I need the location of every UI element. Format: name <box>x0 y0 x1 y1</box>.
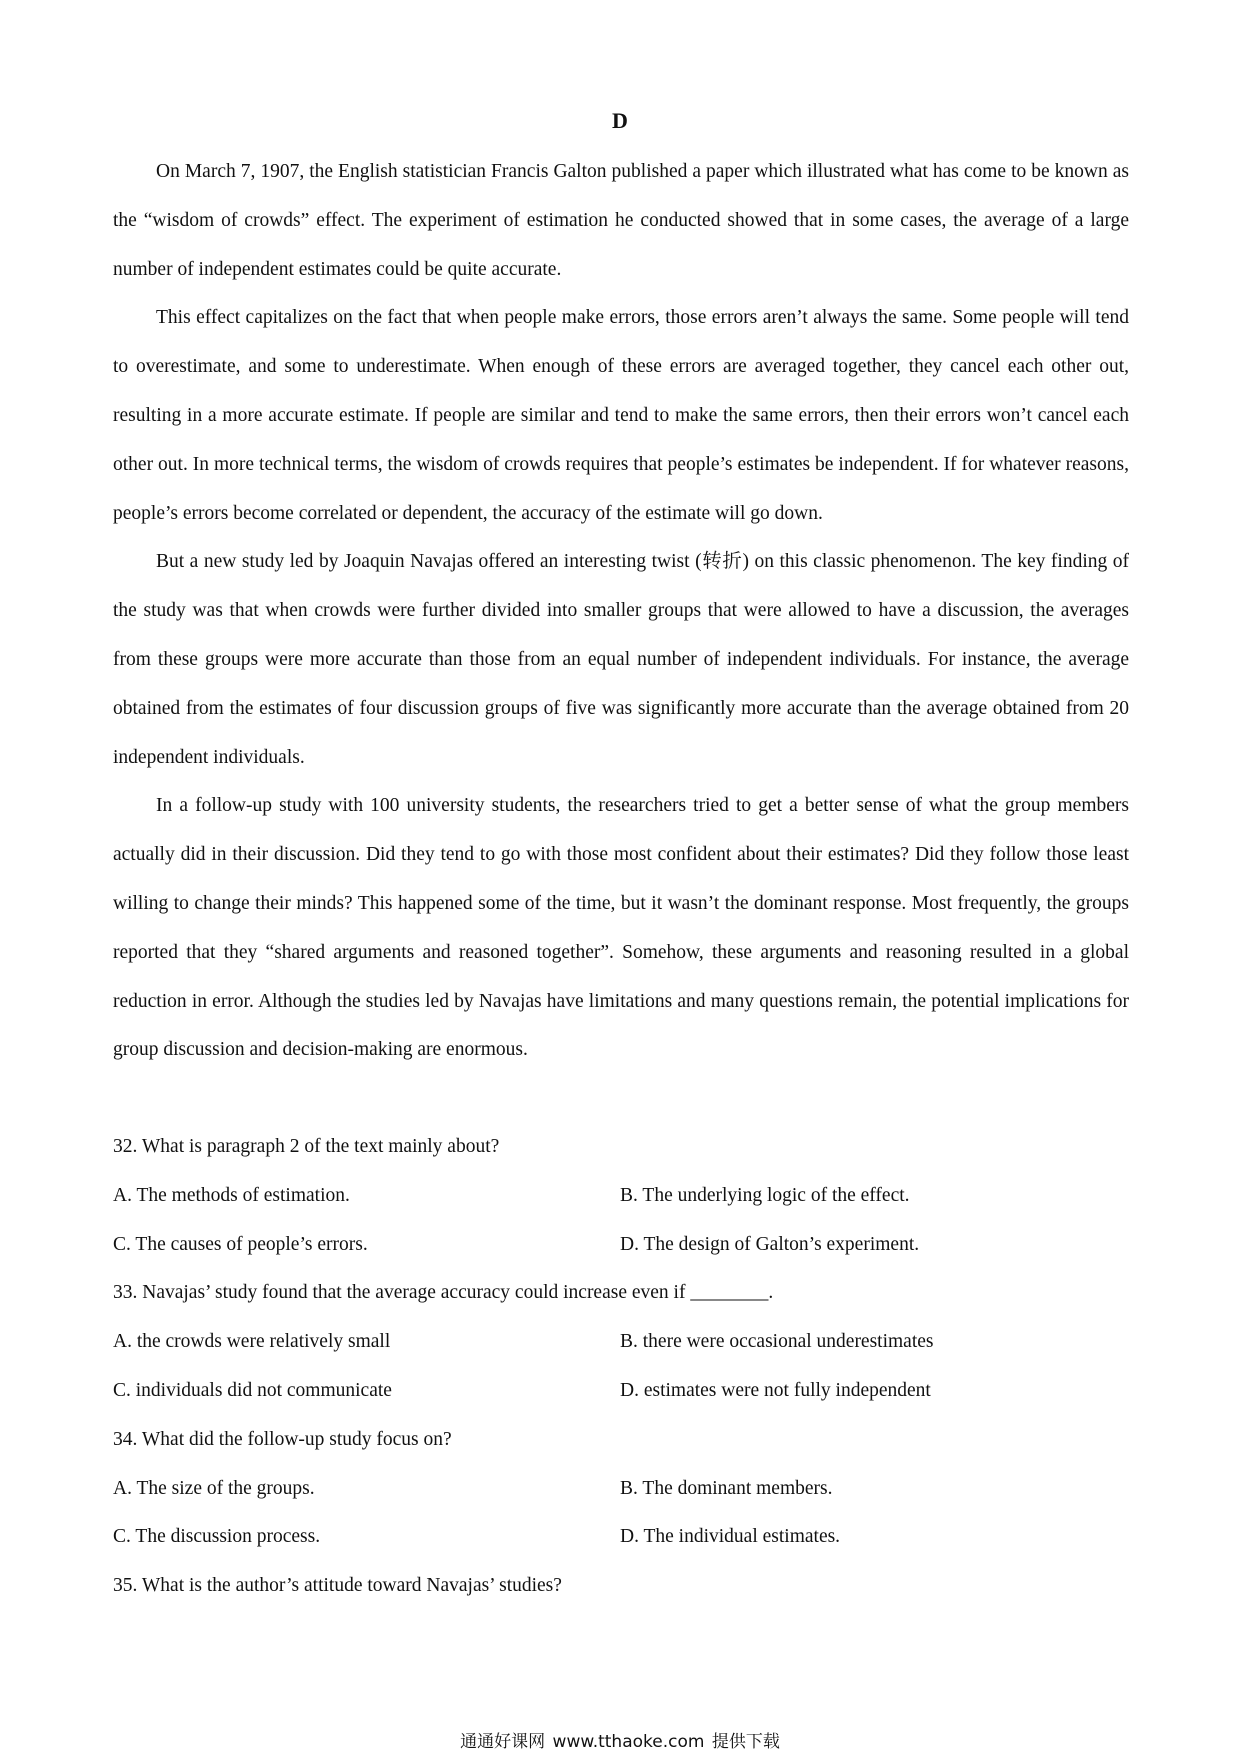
option-d: D. The design of Galton’s experiment. <box>620 1233 920 1255</box>
answer-options <box>113 1172 1129 1270</box>
question-list <box>113 1123 1129 1611</box>
passage-paragraph: This effect capitalizes on the fact that when people make errors, those errors aren’t always the same. Some people will tend to overestimate, and some to underestimate. When enough of these errors are averaged together, they cancel each other out, resulting in a more accurate estimate. If people are similar and tend to make the same errors, then their errors won’t cancel each other out. In more technical terms, the wisdom of crowds requires that people’s estimates be independent. If for whatever reasons, people’s errors become correlated or dependent, the accuracy of the estimate will go down. <box>113 307 1129 524</box>
question-stem: 32. What is paragraph 2 of the text mainly about? <box>113 1136 500 1157</box>
reading-passage <box>113 148 1129 1075</box>
question-33 <box>113 1269 1129 1415</box>
passage-paragraph: On March 7, 1907, the English statistician Francis Galton published a paper which illustrated what has come to be known as the “wisdom of crowds” effect. The experiment of estimation he conducted showed that in some cases, the average of a large number of independent estimates could be quite accurate. <box>113 161 1129 280</box>
option-a: A. the crowds were relatively small <box>113 1331 391 1353</box>
section-title: D <box>612 108 628 133</box>
option-b: B. The dominant members. <box>620 1477 833 1499</box>
answer-options <box>113 1318 1129 1416</box>
passage-paragraph: But a new study led by Joaquin Navajas offered an interesting twist (转折) on this classic phenomenon. The key finding of the study was that when crowds were further divided into smaller groups that were allowed to have a discussion, the averages from these groups were more accurate than those from an equal number of independent individuals. For instance, the average obtained from the estimates of four discussion groups of five was significantly more accurate than the average obtained from 20 independent individuals. <box>113 551 1129 768</box>
question-stem: 33. Navajas’ study found that the average accuracy could increase even if ________. <box>113 1282 774 1304</box>
question-stem: 35. What is the author’s attitude toward Navajas’ studies? <box>113 1575 562 1597</box>
option-d: D. The individual estimates. <box>620 1526 841 1548</box>
question-34 <box>113 1416 1129 1562</box>
question-32 <box>113 1123 1129 1269</box>
option-c: C. individuals did not communicate <box>113 1379 392 1401</box>
answer-options <box>113 1465 1129 1563</box>
option-a: A. The methods of estimation. <box>113 1184 350 1206</box>
question-35 <box>113 1562 1129 1611</box>
passage-paragraph: In a follow-up study with 100 university students, the researchers tried to get a better sense of what the group members actually did in their discussion. Did they tend to go with those most confident about their estimates? Did they follow those least willing to change their minds? This happened some of the time, but it wasn’t the dominant response. Most frequently, the groups reported that they “shared arguments and reasoned together”. Somehow, these arguments and reasoning resulted in a global reduction in error. Although the studies led by Navajas have limitations and many questions remain, the potential implications for group discussion and decision-making are enormous. <box>113 795 1129 1061</box>
option-a: A. The size of the groups. <box>113 1477 315 1499</box>
option-c: C. The causes of people’s errors. <box>113 1233 368 1255</box>
option-b: B. The underlying logic of the effect. <box>620 1184 910 1206</box>
option-d: D. estimates were not fully independent <box>620 1379 931 1401</box>
question-stem: 34. What did the follow-up study focus on? <box>113 1428 452 1450</box>
option-c: C. The discussion process. <box>113 1526 321 1548</box>
option-b: B. there were occasional underestimates <box>620 1331 934 1353</box>
page-footer: 通通好课网 www.tthaoke.com 提供下载 <box>460 1732 780 1752</box>
